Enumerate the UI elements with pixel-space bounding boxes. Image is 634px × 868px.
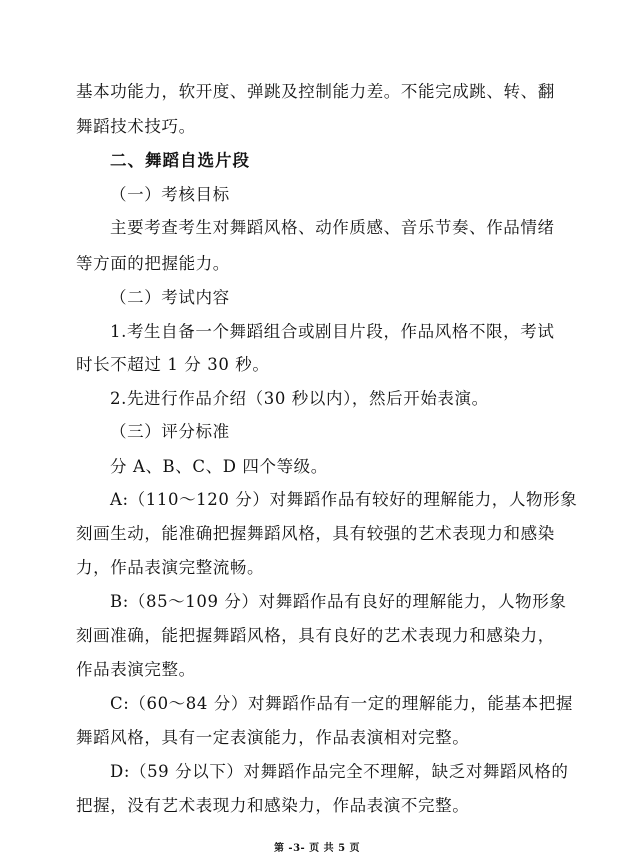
subsection-heading: （三）评分标准	[110, 422, 230, 441]
text-line: 作品表演完整。	[76, 660, 196, 679]
section-heading: 二、舞蹈自选片段	[110, 151, 250, 170]
grade-line: C:（60～84 分）对舞蹈作品有一定的理解能力，能基本把握	[110, 694, 573, 713]
text-line: 2.先进行作品介绍（30 秒以内），然后开始表演。	[110, 389, 489, 408]
grade-line: B:（85～109 分）对舞蹈作品有良好的理解能力，人物形象	[110, 592, 567, 611]
page-footer: 第 -3- 页 共 5 页	[273, 843, 361, 854]
grade-line: A:（110～120 分）对舞蹈作品有较好的理解能力，人物形象	[110, 490, 578, 509]
text-line: 基本功能力，软开度、弹跳及控制能力差。不能完成跳、转、翻	[76, 82, 555, 101]
text-line: 等方面的把握能力。	[76, 254, 230, 273]
text-line: 1.考生自备一个舞蹈组合或剧目片段，作品风格不限，考试	[110, 322, 555, 341]
text-line: 力，作品表演完整流畅。	[76, 558, 265, 577]
text-line: 主要考查考生对舞蹈风格、动作质感、音乐节奏、作品情绪	[110, 218, 555, 237]
text-line: 舞蹈技术技巧。	[76, 117, 196, 136]
text-line: 刻画生动，能准确把握舞蹈风格，具有较强的艺术表现力和感染	[76, 524, 555, 543]
text-line: 舞蹈风格，具有一定表演能力，作品表演相对完整。	[76, 728, 470, 747]
subsection-heading: （二）考试内容	[110, 288, 230, 307]
text-line: 分 A、B、C、D 四个等级。	[110, 457, 328, 476]
text-line: 把握，没有艺术表现力和感染力，作品表演不完整。	[76, 796, 470, 815]
subsection-heading: （一）考核目标	[110, 185, 230, 204]
text-line: 刻画准确，能把握舞蹈风格，具有良好的艺术表现力和感染力，	[76, 626, 555, 645]
grade-line: D:（59 分以下）对舞蹈作品完全不理解，缺乏对舞蹈风格的	[110, 762, 569, 781]
text-line: 时长不超过 1 分 30 秒。	[76, 355, 270, 374]
